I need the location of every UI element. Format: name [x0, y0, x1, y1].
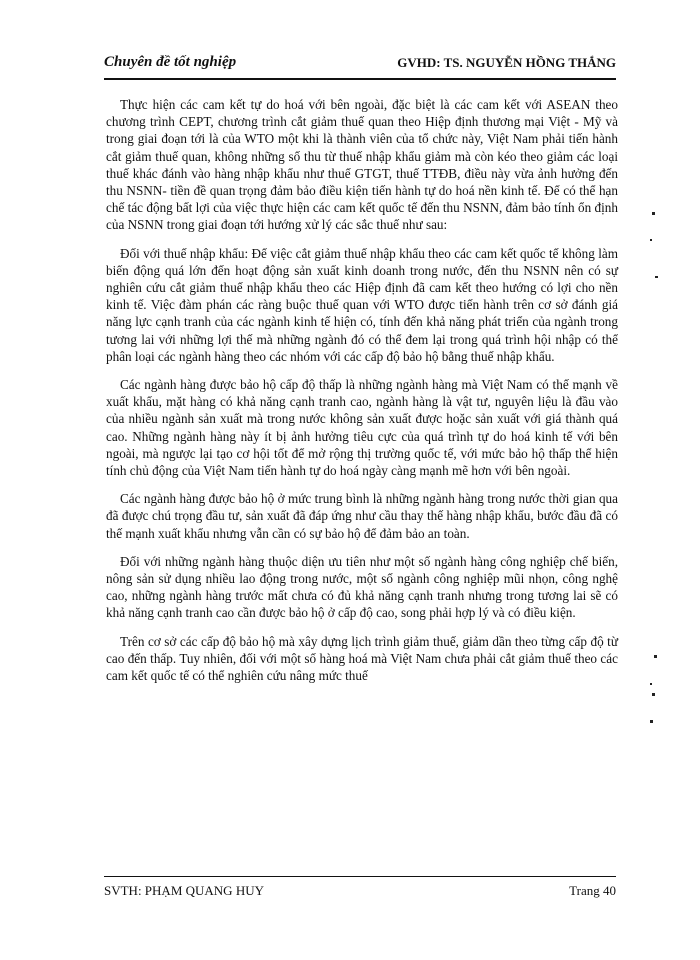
paragraph-priority-industries: Đối với những ngành hàng thuộc diện ưu tiên như một số ngành hàng công nghiệp chế biến, nông sản sử dụng nhiều lao động trong nước, một số ngành công nghiệp mũi nhọn, công nghệ cao, những ngành hàng trước mất chưa có đủ khả năng cạnh tranh nhưng trong tương lai sẽ có khả năng cạnh tranh cao cần được bảo hộ ở cấp độ cao, song phải hợp lý và có điều kiện. — [106, 553, 618, 621]
paragraph-intro: Thực hiện các cam kết tự do hoá với bên ngoài, đặc biệt là các cam kết với ASEAN theo chương trình CEPT, chương trình cắt giảm thuế quan theo Hiệp định thương mại Việt - Mỹ và trong giai đoạn tới là của WTO một khi là thành viên của tổ chức này, Việt Nam phải tiến hành cắt giảm thuế quan, không những số thu từ thuế nhập khẩu giảm mà còn kéo theo giảm các loại thuế khác đánh vào hàng nhập khẩu như thuế GTGT, thuế TTĐB, điều này vừa ảnh hưởng đến thu NSNN- tiền đề quan trọng đảm bảo điều kiện tiến hành tự do hoá nền kinh tế. Để có thể hạn chế tác động bất lợi của việc thực hiện các cam kết quốc tế đến thu NSNN, đảm bảo tính ổn định của NSNN trong giai đoạn tới hướng xử lý các sắc thuế như sau: — [106, 97, 618, 233]
paragraph-medium-protection: Các ngành hàng được bảo hộ ở mức trung bình là những ngành hàng trong nước thời gian qua đã được chú trọng đầu tư, sản xuất đã đáp ứng như cầu thay thế hàng nhập khẩu, bước đầu đã có thế mạnh xuất khẩu nhưng vẫn cần có sự bảo hộ để đảm bảo an toàn. — [106, 491, 618, 541]
scan-speck — [650, 720, 653, 723]
scan-speck — [650, 239, 652, 241]
paragraph-tax-schedule: Trên cơ sở các cấp độ bảo hộ mà xây dựng lịch trình giảm thuế, giảm dần theo từng cấp độ từ cao đến thấp. Tuy nhiên, đối với một số hàng hoá mà Việt Nam chưa phải cắt giảm thuế theo các cam kết quốc tế có thể nghiên cứu nâng mức thuế — [106, 633, 618, 684]
page-footer — [104, 876, 616, 899]
paragraph-low-protection: Các ngành hàng được bảo hộ cấp độ thấp là những ngành hàng mà Việt Nam có thế mạnh về xuất khẩu, mặt hàng có khả năng cạnh tranh cao, ngành hàng là vật tư, nguyên liệu là đầu vào của nhiều ngành sản xuất mà trong nước không sản xuất được hoặc sản xuất với giá thành quá cao. Những ngành hàng này ít bị ảnh hưởng tiêu cực của quá trình tự do hoá kinh tế với bên ngoài, mà ngược lại tạo cơ hội tốt để mở rộng thị trường quốc tế, với mức bảo hộ thấp thể hiện tính chủ động của Việt Nam tiến hành tự do hoá ngày càng mạnh mẽ hơn với bên ngoài. — [106, 377, 618, 479]
header-supervisor: GVHD: TS. NGUYỄN HỒNG THẮNG — [397, 55, 616, 70]
scan-speck — [654, 655, 657, 658]
footer-student: SVTH: PHẠM QUANG HUY — [104, 883, 264, 898]
page-number: Trang 40 — [569, 883, 616, 898]
header-document-type: Chuyên đề tốt nghiệp — [104, 54, 237, 70]
body-text — [106, 96, 618, 695]
paragraph-import-tax: Đối với thuế nhập khẩu: Để việc cắt giảm thuế nhập khẩu theo các cam kết quốc tế không làm biến động quá lớn đến hoạt động sản xuất kinh doanh trong nước, đến thu NSNN nên có sự nghiên cứu cắt giảm thuế nhập khẩu theo các Hiệp định đã cam kết theo hướng có lợi cho nền kinh tế. Việc đàm phán các ràng buộc thuế quan với WTO được tiến hành trên cơ sở đánh giá năng lực cạnh tranh của các ngành kinh tế hiện có, tính đến khả năng phát triển của ngành trong tương lai với những lợi thế mà những ngành đó có thể đem lại trong quá trình hội nhập có thể phân loại các ngành hàng theo các nhóm với các cấp độ bảo hộ bằng thuế nhập khẩu. — [106, 245, 618, 364]
page-header — [104, 50, 616, 80]
scan-speck — [650, 683, 652, 685]
scan-speck — [652, 693, 655, 696]
scan-speck — [655, 276, 658, 278]
scan-speck — [652, 212, 655, 215]
